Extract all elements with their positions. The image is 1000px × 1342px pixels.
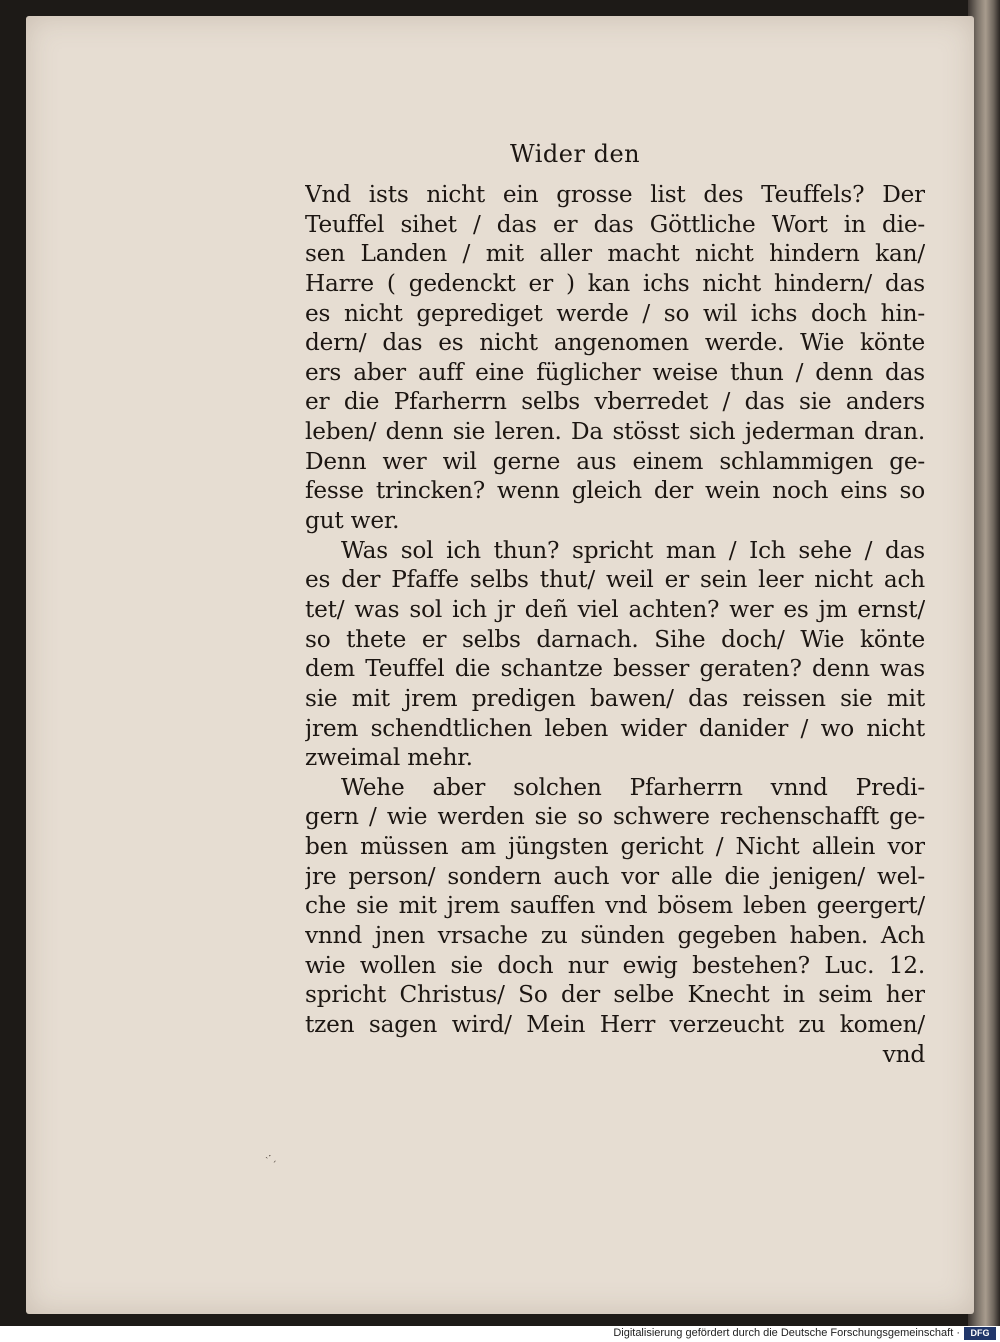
text-line: er die Pfarherrn selbs vberredet / das sie anders <box>305 388 925 416</box>
text-line: leben/ denn sie leren. Da stösst sich jederman dran. <box>305 418 925 446</box>
text-line: wie wollen sie doch nur ewig bestehen? Luc. 12. <box>305 951 925 979</box>
text-line: es der Pfaffe selbs thut/ weil er sein leer nicht ach <box>305 566 925 594</box>
ink-speck-mark: ˴ˑˏ <box>265 1152 277 1163</box>
footer-bar <box>0 1326 1000 1342</box>
text-line: spricht Christus/ So der selbe Knecht in seim her <box>305 981 925 1009</box>
text-line: dern/ das es nicht angenomen werde. Wie könte <box>305 329 925 357</box>
text-line: sie mit jrem predigen bawen/ das reissen sie mit <box>305 684 925 712</box>
text-line: Vnd ists nicht ein grosse list des Teuffels? Der <box>305 181 925 208</box>
text-line: gut wer. <box>305 507 400 535</box>
text-line: zweimal mehr. <box>305 744 473 772</box>
footer-credit: Digitalisierung gefördert durch die Deutsche Forschungsgemeinschaft · <box>613 1327 960 1339</box>
text-line: Was sol ich thun? spricht man / Ich sehe / das <box>341 536 925 564</box>
text-line: Wehe aber solchen Pfarherrn vnnd Predi- <box>341 773 925 801</box>
running-head: Wider den <box>510 140 641 168</box>
text-line: tzen sagen wird/ Mein Herr verzeucht zu komen/ <box>305 1010 925 1038</box>
text-line: gern / wie werden sie so schwere rechenschafft ge- <box>305 803 925 831</box>
text-line: Teuffel sihet / das er das Göttliche Wort in die- <box>305 210 925 238</box>
text-line: jrem schendtlichen leben wider danider / wo nicht <box>305 714 925 742</box>
text-line: vnnd jnen vrsache zu sünden gegeben haben. Ach <box>305 922 925 950</box>
text-line: sen Landen / mit aller macht nicht hindern kan/ <box>305 240 925 268</box>
text-line: Denn wer wil gerne aus einem schlammigen ge- <box>305 447 925 475</box>
dfg-logo: DFG <box>964 1327 996 1340</box>
text-line: dem Teuffel die schantze besser geraten? denn was <box>305 655 925 683</box>
text-block <box>305 180 925 1069</box>
catchword: vnd <box>882 1040 925 1068</box>
text-line: tet/ was sol ich jr deñ viel achten? wer es jm ernst/ <box>305 595 925 623</box>
text-line: che sie mit jrem sauffen vnd bösem leben geergert/ <box>305 892 925 920</box>
text-line: es nicht geprediget werde / so wil ichs doch hin- <box>305 299 925 327</box>
text-line: Harre ( gedenckt er ) kan ichs nicht hindern/ das <box>305 269 925 297</box>
text-line: so thete er selbs darnach. Sihe doch/ Wie könte <box>305 625 925 653</box>
text-line: ers aber auff eine füglicher weise thun / denn das <box>305 358 925 386</box>
text-line: ben müssen am jüngsten gericht / Nicht allein vor <box>305 833 925 861</box>
text-line: fesse trincken? wenn gleich der wein noch eins so <box>305 477 925 505</box>
text-line: jre person/ sondern auch vor alle die jenigen/ wel- <box>305 862 925 890</box>
